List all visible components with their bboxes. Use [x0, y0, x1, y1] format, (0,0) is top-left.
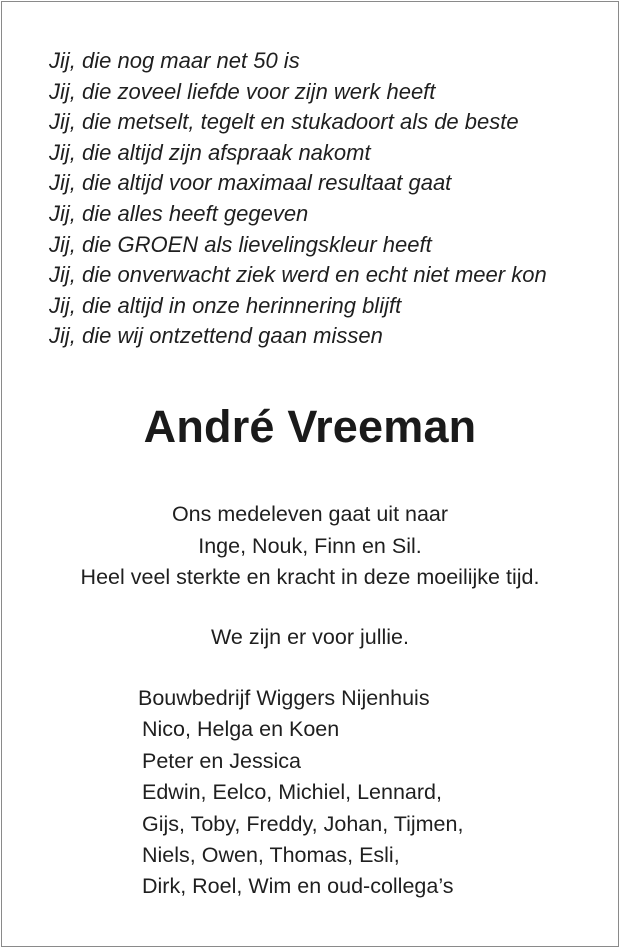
- signature-company: Bouwbedrijf Wiggers Nijenhuis: [138, 686, 430, 710]
- signature-line: Nico, Helga en Koen: [142, 717, 340, 742]
- message-line: Inge, Nouk, Finn en Sil.: [198, 533, 422, 558]
- signature: [138, 683, 463, 903]
- poem-line: Jij, die altijd zijn afspraak nakomt: [49, 139, 371, 165]
- deceased-name: André Vreeman: [143, 401, 477, 452]
- signature-line: Edwin, Eelco, Michiel, Lennard,: [142, 780, 442, 805]
- poem-line: Jij, die GROEN als lievelingskleur heeft: [49, 231, 432, 257]
- support-line: We zijn er voor jullie.: [211, 625, 409, 649]
- message-line: Ons medeleven gaat uit naar: [171, 502, 449, 526]
- poem-line: Jij, die nog maar net 50 is: [49, 48, 300, 73]
- signature-line: Dirk, Roel, Wim en oud-collega’s: [142, 874, 454, 899]
- poem-line: Jij, die alles heeft gegeven: [49, 200, 309, 226]
- poem-line: Jij, die metselt, tegelt en stukadoort als de beste: [49, 109, 519, 135]
- signature-line: Niels, Owen, Thomas, Esli,: [142, 843, 400, 868]
- poem-line: Jij, die onverwacht ziek werd en echt niet meer kon: [49, 262, 547, 288]
- poem-line: Jij, die altijd in onze herinnering blijft: [49, 292, 402, 318]
- message-line: Heel veel sterkte en kracht in deze moeilijke tijd.: [80, 565, 540, 589]
- poem-line: Jij, die altijd voor maximaal resultaat gaat: [49, 170, 452, 196]
- poem-line: Jij, die zoveel liefde voor zijn werk heeft: [49, 78, 436, 104]
- condolence-message: [0, 499, 620, 594]
- poem-line: Jij, die wij ontzettend gaan missen: [49, 323, 383, 349]
- poem: [49, 46, 547, 352]
- signature-line: Gijs, Toby, Freddy, Johan, Tijmen,: [142, 811, 464, 836]
- signature-line: Peter en Jessica: [142, 748, 301, 773]
